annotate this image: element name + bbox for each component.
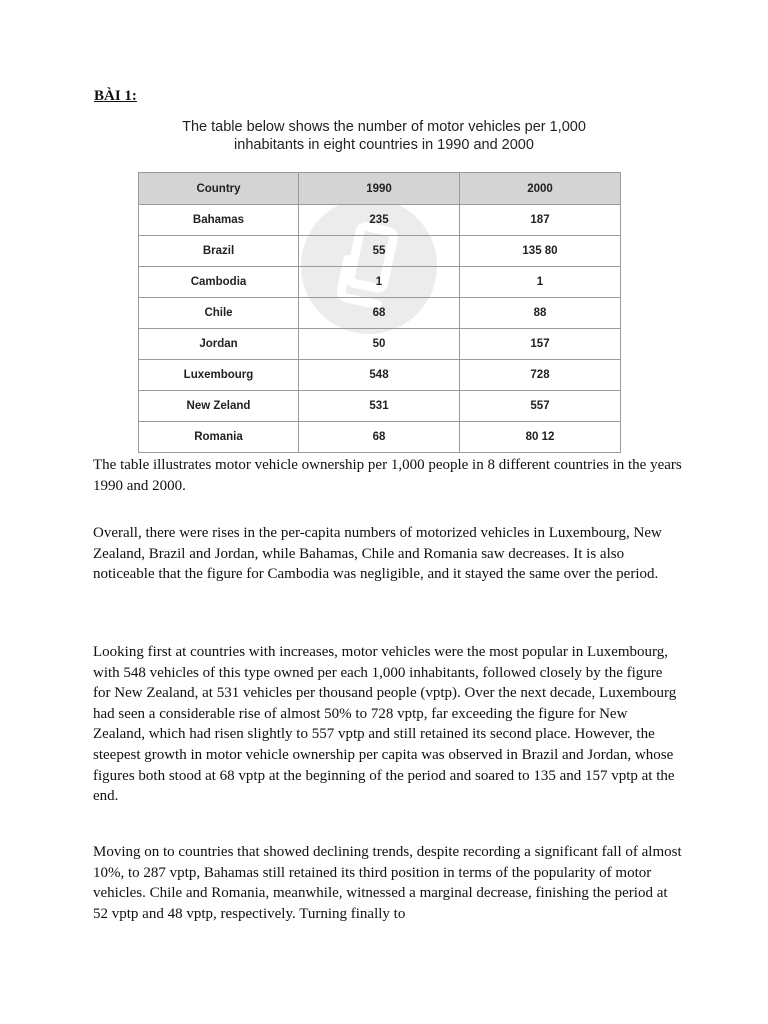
cell-2000: 135 80 [460,236,621,267]
cell-2000: 1 [460,267,621,298]
table-row [139,422,621,453]
cell-country: New Zeland [139,391,299,422]
table-caption [138,118,630,154]
caption-line-2: inhabitants in eight countries in 1990 and 2000 [234,137,534,153]
table-row [139,360,621,391]
table-row [139,391,621,422]
cell-country: Jordan [139,329,299,360]
cell-2000: 80 12 [460,422,621,453]
cell-1990: 55 [299,236,460,267]
cell-2000: 187 [460,205,621,236]
header-country: Country [139,173,299,205]
header-1990: 1990 [299,173,460,205]
cell-1990: 1 [299,267,460,298]
header-2000: 2000 [460,173,621,205]
table-figure [138,172,620,448]
table-row [139,298,621,329]
table-header-row [139,173,621,205]
cell-2000: 157 [460,329,621,360]
vehicles-table [138,172,621,453]
paragraph-text: Overall, there were rises in the per-capita numbers of motorized vehicles in Luxembourg, New Zealand, Brazil and Jordan, while Bahamas, Chile and Romania saw decreases. It is also noticeable that the figure for Cambodia was negligible, and it stayed the same over the period. [93,525,662,583]
cell-country: Romania [139,422,299,453]
paragraph-overview [93,523,683,585]
cell-country: Cambodia [139,267,299,298]
paragraph-intro [93,455,683,496]
cell-1990: 68 [299,422,460,453]
caption-line-1: The table below shows the number of motor vehicles per 1,000 [182,119,586,135]
paragraph-text: Moving on to countries that showed declining trends, despite recording a significant fall of almost 10%, to 287 vptp, Bahamas still retained its third position in terms of the popularity of motor vehicles. Chile and Romania, meanwhile, witnessed a marginal decrease, finishing the period at 52 vptp and 48 vptp, respectively. Turning finally to [93,844,682,922]
table-row [139,205,621,236]
cell-1990: 50 [299,329,460,360]
cell-country: Chile [139,298,299,329]
table-row [139,236,621,267]
cell-country: Bahamas [139,205,299,236]
table-row [139,329,621,360]
cell-1990: 235 [299,205,460,236]
page-heading: BÀI 1: [94,88,137,104]
paragraph-text: The table illustrates motor vehicle ownership per 1,000 people in 8 different countries in the years 1990 and 2000. [93,457,682,494]
cell-2000: 557 [460,391,621,422]
cell-1990: 531 [299,391,460,422]
cell-country: Brazil [139,236,299,267]
cell-1990: 68 [299,298,460,329]
paragraph-text: Looking first at countries with increases, motor vehicles were the most popular in Luxembourg, with 548 vehicles of this type owned per each 1,000 inhabitants, followed closely by the figure for New Zealand, at 531 vehicles per thousand people (vptp). Over the next decade, Luxembourg had seen a considerable rise of almost 50% to 728 vptp, far exceeding the figure for New Zealand, which had risen slightly to 557 vptp and still retained its second place. However, the steepest growth in motor vehicle ownership per capita was observed in Brazil and Jordan, whose figures both stood at 68 vptp at the beginning of the period and soared to 135 and 157 vptp at the end. [93,644,677,805]
cell-2000: 88 [460,298,621,329]
cell-country: Luxembourg [139,360,299,391]
cell-2000: 728 [460,360,621,391]
table-row [139,267,621,298]
paragraph-increases [93,642,683,807]
cell-1990: 548 [299,360,460,391]
paragraph-decreases [93,842,683,924]
